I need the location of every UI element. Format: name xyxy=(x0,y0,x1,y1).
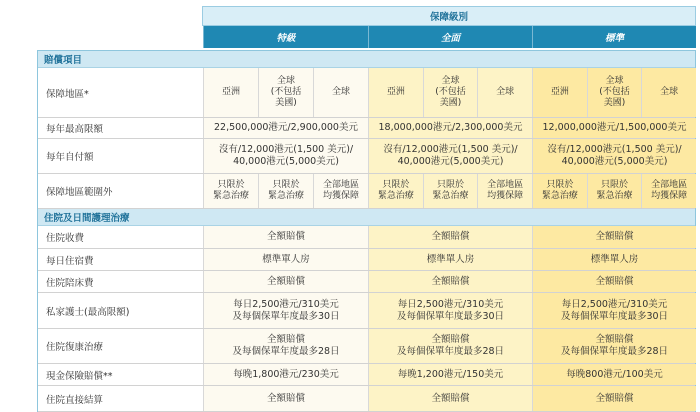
row-label: 每年最高限額 xyxy=(38,118,203,138)
cell-plan-1: 全額賠償 xyxy=(203,271,368,292)
cell-plan-3: 每晚800港元/100美元 xyxy=(532,364,696,385)
cell-plan-1: 全額賠償 xyxy=(203,386,368,411)
cell-plan-3-col-2: 全球 (不包括 美國) xyxy=(587,68,642,117)
cell-plan-2: 全額賠償 xyxy=(368,271,532,292)
cell-plan-2: 18,000,000港元/2,300,000美元 xyxy=(368,118,532,138)
row-label: 私家護士(最高限額) xyxy=(38,293,203,328)
cell-plan-3-col-1: 只限於 緊急治療 xyxy=(532,174,587,208)
cell-plan-3: 標準單人房 xyxy=(532,249,696,270)
cell-plan-1-col-3: 全部地區 均獲保障 xyxy=(313,174,368,208)
cell-plan-1-col-2: 只限於 緊急治療 xyxy=(258,174,313,208)
cell-plan-1-col-1: 亞洲 xyxy=(203,68,258,117)
cell-plan-1-col-1: 只限於 緊急治療 xyxy=(203,174,258,208)
cell-plan-3: 全額賠償 xyxy=(532,271,696,292)
row-hosp_fee xyxy=(38,226,695,249)
row-outside xyxy=(38,174,695,209)
cell-plan-1: 每日2,500港元/310美元 及每個保單年度最多30日 xyxy=(203,293,368,328)
cell-plan-1: 標準單人房 xyxy=(203,249,368,270)
cell-plan-2-col-1: 只限於 緊急治療 xyxy=(368,174,423,208)
cell-plan-3-col-3: 全球 xyxy=(641,68,696,117)
cell-plan-3: 12,000,000港元/1,500,000美元 xyxy=(532,118,696,138)
section-header: 賠償項目 xyxy=(38,51,695,68)
cell-plan-3-col-2: 只限於 緊急治療 xyxy=(587,174,642,208)
row-label: 住院收費 xyxy=(38,226,203,248)
row-nurse xyxy=(38,293,695,329)
cell-plan-1: 每晚1,800港元/230美元 xyxy=(203,364,368,385)
cell-plan-2: 全額賠償 xyxy=(368,226,532,248)
cell-plan-2-col-2: 全球 (不包括 美國) xyxy=(423,68,478,117)
row-rehab xyxy=(38,329,695,364)
plan-header-1: 特級 xyxy=(203,26,368,48)
cell-plan-1: 22,500,000港元/2,900,000美元 xyxy=(203,118,368,138)
row-label: 保障地區範圍外 xyxy=(38,174,203,208)
cell-plan-3: 全額賠償 xyxy=(532,226,696,248)
row-label: 住院直接結算 xyxy=(38,386,203,411)
row-direct xyxy=(38,386,695,412)
row-label: 住院陪床費 xyxy=(38,271,203,292)
cell-plan-3-col-1: 亞洲 xyxy=(532,68,587,117)
cell-plan-2-col-3: 全部地區 均獲保障 xyxy=(477,174,532,208)
cell-plan-1-col-2: 全球 (不包括 美國) xyxy=(258,68,313,117)
row-label: 現金保險賠償** xyxy=(38,364,203,385)
row-label: 每日住宿費 xyxy=(38,249,203,270)
plan-header-2: 全面 xyxy=(368,26,532,48)
row-area xyxy=(38,68,695,118)
row-cash xyxy=(38,364,695,386)
cell-plan-2: 標準單人房 xyxy=(368,249,532,270)
row-deductible xyxy=(38,139,695,174)
cell-plan-2: 沒有/12,000港元(1,500 美元)/ 40,000港元(5,000美元) xyxy=(368,139,532,173)
coverage-level-header: 保障級別 xyxy=(202,6,696,26)
cell-plan-2-col-3: 全球 xyxy=(477,68,532,117)
row-label: 每年自付額 xyxy=(38,139,203,173)
cell-plan-1-col-3: 全球 xyxy=(313,68,368,117)
cell-plan-2-col-1: 亞洲 xyxy=(368,68,423,117)
cell-plan-3: 全額賠償 xyxy=(532,386,696,411)
cell-plan-3: 沒有/12,000港元(1,500 美元)/ 40,000港元(5,000美元) xyxy=(532,139,696,173)
cell-plan-1: 全額賠償 及每個保單年度最多28日 xyxy=(203,329,368,363)
row-label: 保障地區* xyxy=(38,68,203,117)
cell-plan-2: 全額賠償 xyxy=(368,386,532,411)
section-header: 住院及日間護理治療 xyxy=(38,209,695,226)
cell-plan-2: 每晚1,200港元/150美元 xyxy=(368,364,532,385)
row-room xyxy=(38,249,695,271)
cell-plan-3-col-3: 全部地區 均獲保障 xyxy=(641,174,696,208)
row-companion xyxy=(38,271,695,293)
plan-header-3: 標準 xyxy=(532,26,696,48)
cell-plan-1: 沒有/12,000港元(1,500 美元)/ 40,000港元(5,000美元) xyxy=(203,139,368,173)
row-label: 住院復康治療 xyxy=(38,329,203,363)
cell-plan-3: 全額賠償 及每個保單年度最多28日 xyxy=(532,329,696,363)
cell-plan-2: 每日2,500港元/310美元 及每個保單年度最多30日 xyxy=(368,293,532,328)
cell-plan-1: 全額賠償 xyxy=(203,226,368,248)
cell-plan-2: 全額賠償 及每個保單年度最多28日 xyxy=(368,329,532,363)
cell-plan-2-col-2: 只限於 緊急治療 xyxy=(423,174,478,208)
cell-plan-3: 每日2,500港元/310美元 及每個保單年度最多30日 xyxy=(532,293,696,328)
row-annual_limit xyxy=(38,118,695,139)
